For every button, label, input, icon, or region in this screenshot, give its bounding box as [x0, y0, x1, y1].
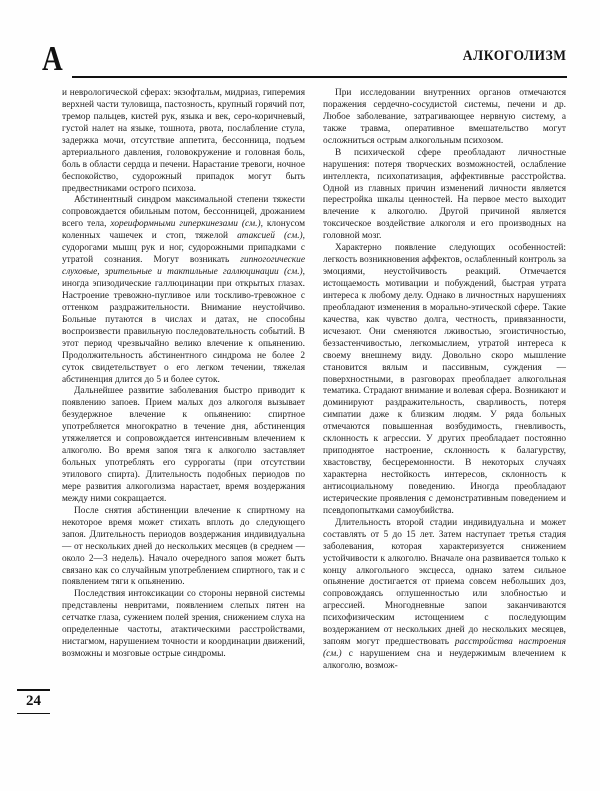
body-columns [62, 88, 567, 673]
text-run: В психической сфере преобладают личностные нарушения: потеря творческих возможностей, ослабление интеллекта, психопатизация, аффективные расстройства. Одной из главных причин изменений личности является перестройка шкалы ценностей. На первое место выходит влечение к алкоголю. Другой причиной является токсическое воздействие алкоголя и его производных на головной мозг. [323, 147, 566, 242]
text-run: Длительность второй стадии индивидуальна и может составлять от 5 до 15 лет. Затем наступает третья стадия заболевания, которая характеризуется снижением устойчивости к алкоголю. Вначале она развивается только к концу алкогольного эксцесса, однако затем сильное опьянение достигается от приема совсем небольших доз, сопровождаясь оглушенностью или злобностью и агрессией. Многодневные запои заканчиваются психофизическим истощением с последующим воздержанием от нескольких дней до нескольких месяцев, запоям могут предшествовать [323, 517, 566, 648]
paragraph [323, 88, 566, 148]
cross-reference-term: атаксией (см.) [237, 231, 303, 242]
text-run: , судорогами мышц рук и ног, судорожными припадками с утратой сознания. Могут возникать [62, 231, 306, 266]
paragraph [323, 243, 566, 518]
text-run: Дальнейшее развитие заболевания быстро приводит к появлению запоев. Прием малых доз алкоголя вызывает безудержное влечение к опьянению: спиртное употребляется многократно в течение дня, абстиненция утяжеляется и сопровождается интенсивным влечением к алкоголю. Во время запоя тяга к алкоголю заставляет больных употреблять его суррогаты (при отсутствии этилового спирта). Длительность подобных периодов по мере развития алкоголизма нарастает, время воздержания между ними сокращается. [62, 386, 305, 504]
paragraph [62, 589, 305, 661]
text-run: , иногда эпизодические галлюцинации при открытых глазах. Настроение тревожно-пугливое или тоскливо-тревожное с оттенком раздражительности. Внимание неустойчиво. Больные путаются в числах и датах, не способны воспроизвести правильную последовательность событий. В этот период чрезвычайно велико влечение к опьянению. Продолжительность абстинентного синдрома не более 2 суток свидетельствует о его легком течении, тяжелая абстиненция длится до 5 и более суток. [62, 267, 305, 385]
paragraph [62, 88, 305, 195]
text-run: Последствия интоксикации со стороны нервной системы представлены невритами, появлением слепых пятен на сетчатке глаза, сужением полей зрения, снижением слуха на определенные частоты, атактическими расстройствами, нистагмом, нарушением точности и координации движений, возможны и мозговые острые синдромы. [62, 589, 305, 660]
running-head-rule [72, 76, 567, 78]
text-column-left [62, 88, 305, 673]
running-head-title: АЛКОГОЛИЗМ [463, 48, 567, 64]
paragraph [62, 195, 305, 386]
paragraph [62, 506, 305, 590]
running-head [0, 39, 600, 82]
text-run: , клонусом коленных чашечек и стоп, тяжелой [62, 219, 305, 242]
text-run: При исследовании внутренних органов отмечаются поражения сердечно-сосудистой системы, печени и др. Любое заболевание, затрагивающее нервную систему, а также травма, оперативное вмешательство могут осложниться острым алкогольным психозом. [323, 88, 566, 146]
paragraph [323, 518, 566, 673]
cross-reference-term: гипногогические слуховые, зрительные и тактильные галлюцинации (см.) [62, 255, 305, 278]
paragraph [62, 386, 305, 505]
text-run: и неврологической сферах: экзофтальм, мидриаз, гиперемия верхней части туловища, пастозность, крупный горячий пот, тремор пальцев, кистей рук, языка и век, серо-коричневый, густой налет на языке, тошнота, рвота, послабление стула, задержка мочи, отсутствие аппетита, бессонница, подъем артериального давления, головокружение и головная боль, боль в области сердца и печени. Нарастание тревоги, ночное беспокойство, судорожный припадок могут быть предвестниками острого психоза. [62, 88, 305, 194]
text-run: с нарушением сна и неудержимым влечением к алкоголю, возмож- [323, 649, 566, 671]
text-run: После снятия абстиненции влечение к спиртному на некоторое время может стихать вплоть до следующего запоя. Длительность периодов воздержания индивидуальна — от нескольких дней до нескольких месяцев (в среднем — около 2—3 недель). Начало очередного запоя может быть связано как со случайным употреблением спиртного, так и с появлением тяги к опьянению. [62, 505, 305, 588]
section-letter: А [42, 39, 62, 78]
cross-reference-term: расстройства настроения (см.) [323, 637, 566, 660]
text-column-right [323, 88, 566, 673]
paragraph [323, 148, 566, 244]
text-run: Абстинентный синдром максимальной степени тяжести сопровождается обильным потом, бессонницей, дрожанием всего тела, [62, 195, 305, 230]
cross-reference-term: хореиформными гиперкинезами (см.) [110, 219, 261, 230]
folio [17, 689, 50, 714]
text-run: Характерно появление следующих особенностей: легкость возникновения аффектов, ослабленный контроль за эмоциями, неустойчивость реакций. Отмечается истощаемость мотивации и побуждений, быстрая утрата интереса к любому делу. Однако в личностных нарушениях преобладают изменения в морально-этической сфере. Такие качества, как чувство долга, честность, привязанности, исчезают. Они сменяются лживостью, эгоистичностью, беззастенчивостью, легкомыслием, утратой интереса к своему внешнему виду. Довольно скоро мышление становится вялым и пассивным, суждения — поверхностными, в разговорах преобладает алкогольная тематика. Страдают внимание и волевая сфера. Возникают и доминируют раздражительность, сварливость, потеря симпатии даже к близким людям. У ряда больных отмечаются повышенная возбудимость, гневливость, склонность к агрессии. У других преобладает постоянно приподнятое настроение, склонность к балагурству, хвастовству, бесцеремонности. В некоторых случаях характерна нестойкость интересов, склонность к антисоциальному поведению. Иногда преобладают истерические проявления с демонстративным поведением и псевдопопытками самоубийства. [323, 243, 566, 516]
page-number: 24 [26, 692, 41, 709]
folio-rule-bottom [17, 713, 50, 715]
